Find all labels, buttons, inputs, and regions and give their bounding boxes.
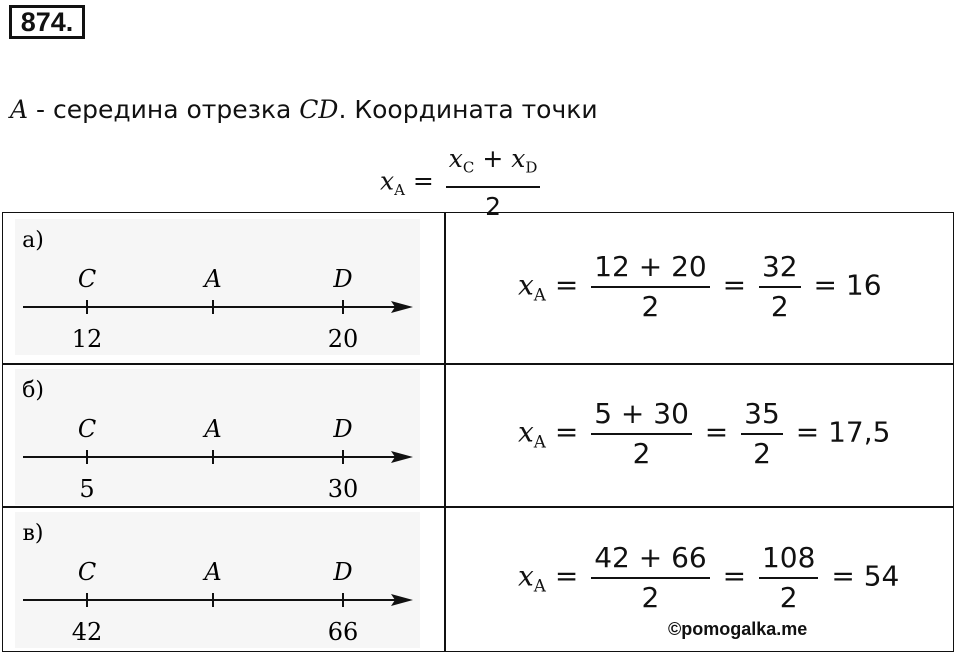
point-label: C [77, 265, 97, 293]
point-label: D [333, 415, 353, 443]
row-label: а) [22, 228, 44, 253]
denominator: 2 [641, 580, 660, 614]
point-label: C [77, 415, 97, 443]
denominator: 2 [779, 580, 798, 614]
row-solution-formula: $x_A$ = $\frac{12 + 20}{2}$ = $\frac{32}{2}$ = 16 [518, 248, 882, 326]
denominator: 2 [641, 290, 660, 323]
number-line-panel [15, 219, 420, 355]
tick-value: 66 [327, 618, 359, 646]
number-line [15, 512, 420, 648]
row-label: в) [22, 521, 44, 546]
number-line [15, 369, 420, 505]
row-label: б) [22, 378, 44, 403]
total-numerator: 32 [759, 248, 801, 288]
intro-text: A - середина отрезка CD. Координата точки [10, 95, 598, 124]
number-line-panel [15, 512, 420, 648]
number-line [15, 219, 420, 355]
tick-value: 30 [327, 475, 359, 503]
table-row-divider [3, 506, 953, 508]
result-value: 16 [845, 268, 882, 302]
point-label: A [204, 415, 222, 443]
problem-number: 874. [9, 5, 85, 39]
sum-numerator: 5 + 30 [591, 395, 692, 435]
table-column-divider [444, 213, 446, 651]
table-row-divider [3, 363, 953, 365]
point-label: D [333, 265, 353, 293]
row-solution-formula: $x_A$ = $\frac{42 + 66}{2}$ = $\frac{108}{2}$ = 54 [518, 539, 899, 617]
row-solution-formula: $x_A$ = $\frac{5 + 30}{2}$ = $\frac{35}{2}$ = 17,5 [518, 395, 890, 473]
result-value: 54 [863, 559, 900, 592]
denominator: 2 [770, 290, 789, 323]
number-line-panel [15, 369, 420, 505]
total-numerator: 35 [741, 395, 783, 435]
solution-table [2, 212, 954, 652]
tick-value: 42 [71, 618, 103, 646]
watermark: ©pomogalka.me [668, 619, 808, 639]
result-value: 17,5 [828, 415, 891, 448]
point-label: D [333, 558, 353, 586]
point-label: A [204, 265, 222, 293]
tick-value: 5 [79, 475, 95, 503]
total-numerator: 108 [759, 539, 818, 579]
main-formula: $x_A$ = $\frac{x_C + x_D}{2}$ [380, 140, 544, 226]
sum-numerator: 12 + 20 [591, 248, 710, 288]
denominator: 2 [632, 436, 651, 470]
denominator: 2 [753, 436, 771, 470]
tick-value: 20 [327, 325, 359, 353]
sum-numerator: 42 + 66 [591, 539, 710, 579]
point-label: A [204, 558, 222, 586]
tick-value: 12 [71, 325, 103, 353]
point-label: C [77, 558, 97, 586]
